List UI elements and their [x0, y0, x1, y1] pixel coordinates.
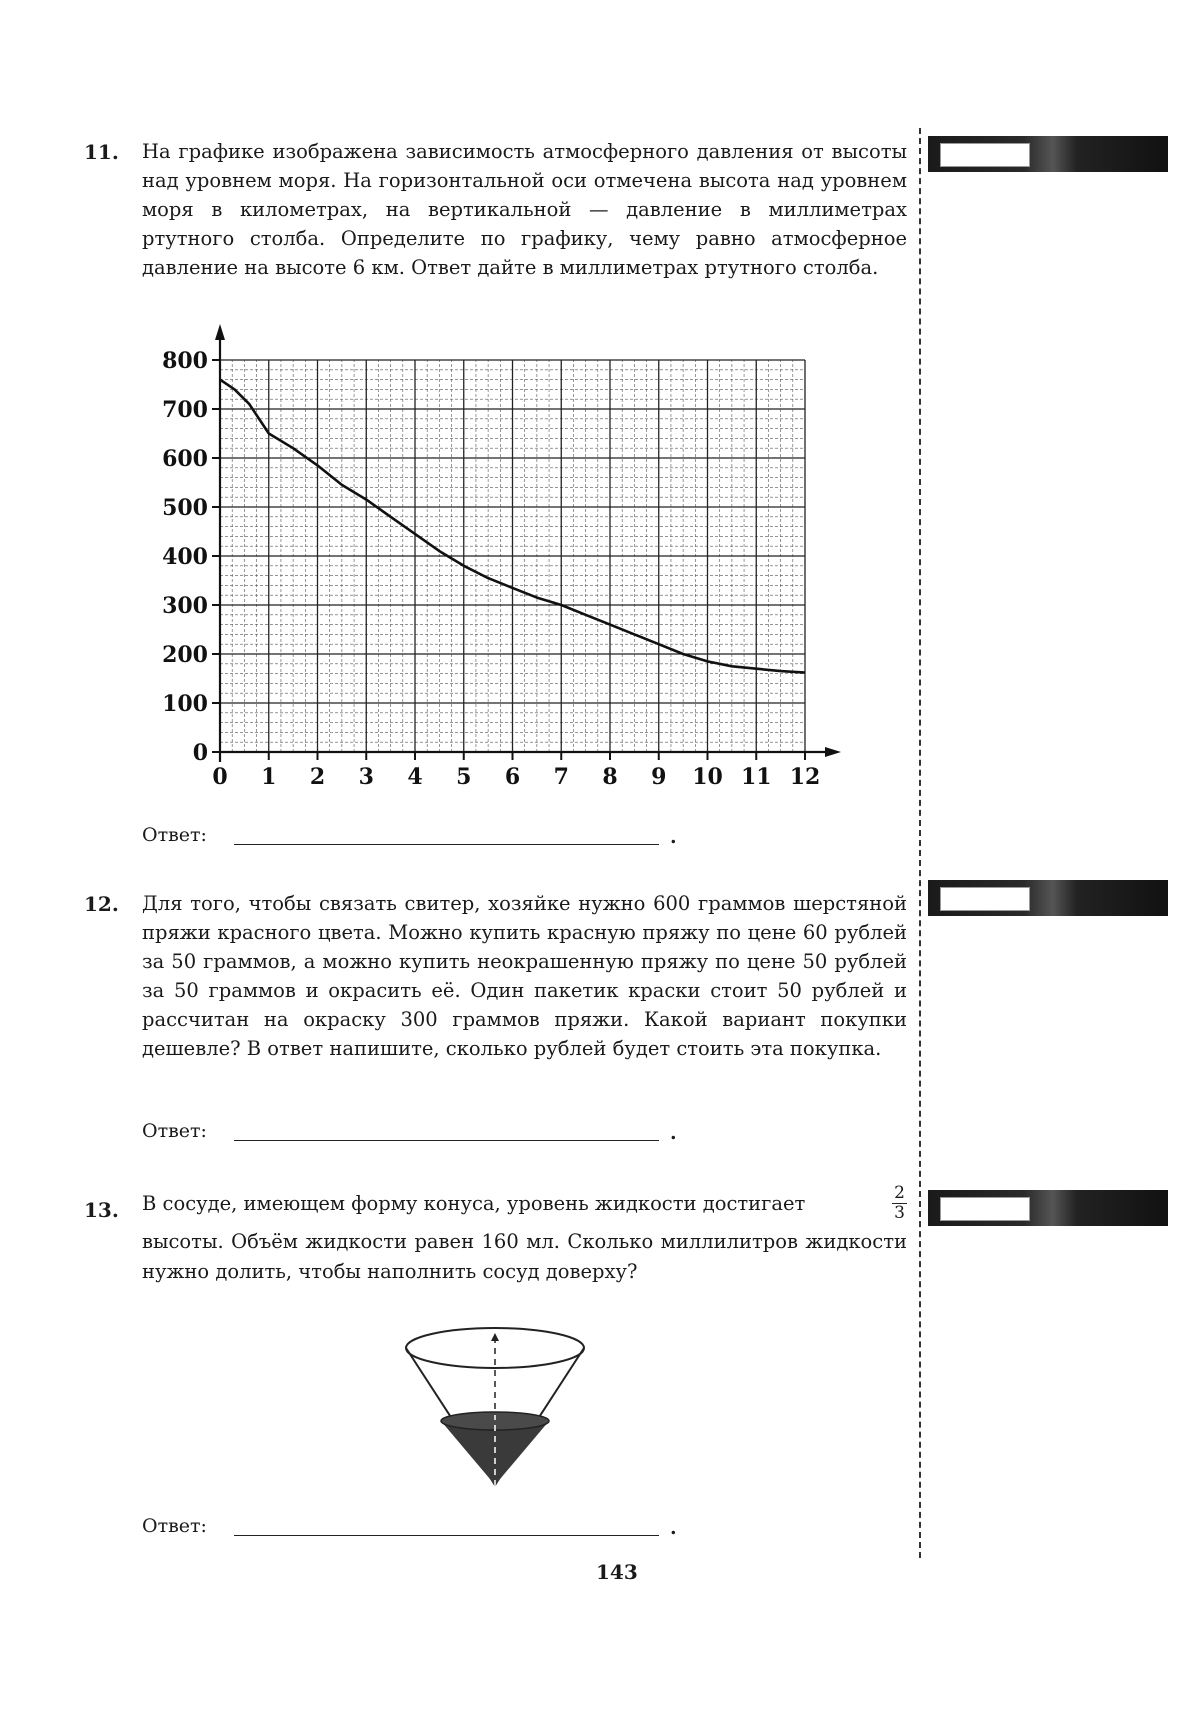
y-tick-label: 0: [192, 740, 208, 766]
chart-y-ticks: [162, 348, 220, 766]
chart-axes: [215, 324, 841, 762]
task-13-fraction-denominator: 3: [894, 1203, 905, 1223]
x-tick-label: 0: [212, 764, 228, 790]
chart-x-ticks: [212, 752, 820, 790]
answer-box-12: [928, 880, 1168, 916]
task-11-number: 11.: [84, 140, 119, 164]
x-tick-label: 8: [602, 764, 618, 790]
x-tick-label: 10: [692, 764, 723, 790]
y-tick-label: 600: [162, 446, 208, 472]
task-12-answer-dot: .: [670, 1122, 677, 1144]
pressure-altitude-chart: [140, 322, 860, 792]
cone-vessel-figure: [395, 1325, 595, 1490]
x-tick-label: 1: [261, 764, 277, 790]
x-tick-label: 7: [553, 764, 569, 790]
task-13-answer-line[interactable]: [234, 1535, 659, 1536]
y-tick-label: 200: [162, 642, 208, 668]
y-tick-label: 700: [162, 397, 208, 423]
task-12-answer-label: Ответ:: [142, 1120, 207, 1142]
x-tick-label: 11: [740, 764, 772, 790]
y-tick-label: 100: [162, 691, 208, 717]
task-12-text: Для того, чтобы связать свитер, хозяйке нужно 600 граммов шерстяной пряжи красного цвета. Можно купить красную пряжу по цене 60 рублей за 50 граммов, а можно купить неокрашенную пряжу по цене 50 рублей за 50 граммов и окрасить её. Один пакетик краски стоит 50 рублей и рассчитан на окраску 300 граммов пряжи. Какой вариант покупки дешевле? В ответ напишите, сколько рублей будет стоить эта покупка.: [142, 892, 907, 1060]
task-11-answer-dot: .: [670, 826, 677, 848]
task-12-answer-line[interactable]: [234, 1140, 659, 1141]
task-11-text: На графике изображена зависимость атмосферного давления от высоты над уровнем моря. На горизонтальной оси отмечена высота над уровнем моря в километрах, на вертикальной — давление в миллиметрах ртутного столба. Определите по графику, чему равно атмосферное давление на высоте 6 км. Ответ дайте в миллиметрах ртутного столба.: [142, 140, 907, 279]
task-13-text-before: В сосуде, имеющем форму конуса, уровень жидкости достигает: [142, 1191, 806, 1215]
answer-box-11: [928, 136, 1168, 172]
x-tick-label: 9: [651, 764, 667, 790]
task-12-number: 12.: [84, 892, 119, 916]
y-tick-label: 500: [162, 495, 208, 521]
x-tick-label: 5: [456, 764, 472, 790]
x-tick-label: 2: [309, 764, 326, 790]
answer-box-13-window[interactable]: [940, 1197, 1030, 1221]
answer-box-12-window[interactable]: [940, 887, 1030, 911]
task-13-answer-dot: .: [670, 1517, 677, 1539]
task-11-answer-label: Ответ:: [142, 824, 207, 846]
y-tick-label: 300: [162, 593, 208, 619]
y-tick-label: 400: [162, 544, 208, 570]
task-13-text-after: высоты. Объём жидкости равен 160 мл. Сколько миллилитров жидкости нужно долить, чтобы наполнить сосуд доверху?: [142, 1230, 907, 1283]
answer-box-13: [928, 1190, 1168, 1226]
task-13-answer-label: Ответ:: [142, 1515, 207, 1537]
task-13-number: 13.: [84, 1198, 119, 1222]
answer-box-11-window[interactable]: [940, 143, 1030, 167]
margin-cut-line: [919, 128, 921, 1558]
x-tick-label: 3: [358, 764, 374, 790]
page-number: 143: [596, 1560, 638, 1584]
task-13-fraction: [892, 1184, 907, 1223]
x-tick-label: 6: [504, 764, 521, 790]
task-11-answer-line[interactable]: [234, 844, 659, 845]
task-13-fraction-numerator: 2: [894, 1183, 905, 1203]
x-tick-label: 4: [407, 764, 423, 790]
x-tick-label: 12: [789, 764, 821, 790]
cone-height-arrow: [491, 1333, 499, 1341]
task-13-text: [142, 1184, 907, 1287]
y-axis-arrow: [215, 324, 225, 340]
x-axis-arrow: [825, 747, 841, 757]
y-tick-label: 800: [162, 348, 208, 374]
